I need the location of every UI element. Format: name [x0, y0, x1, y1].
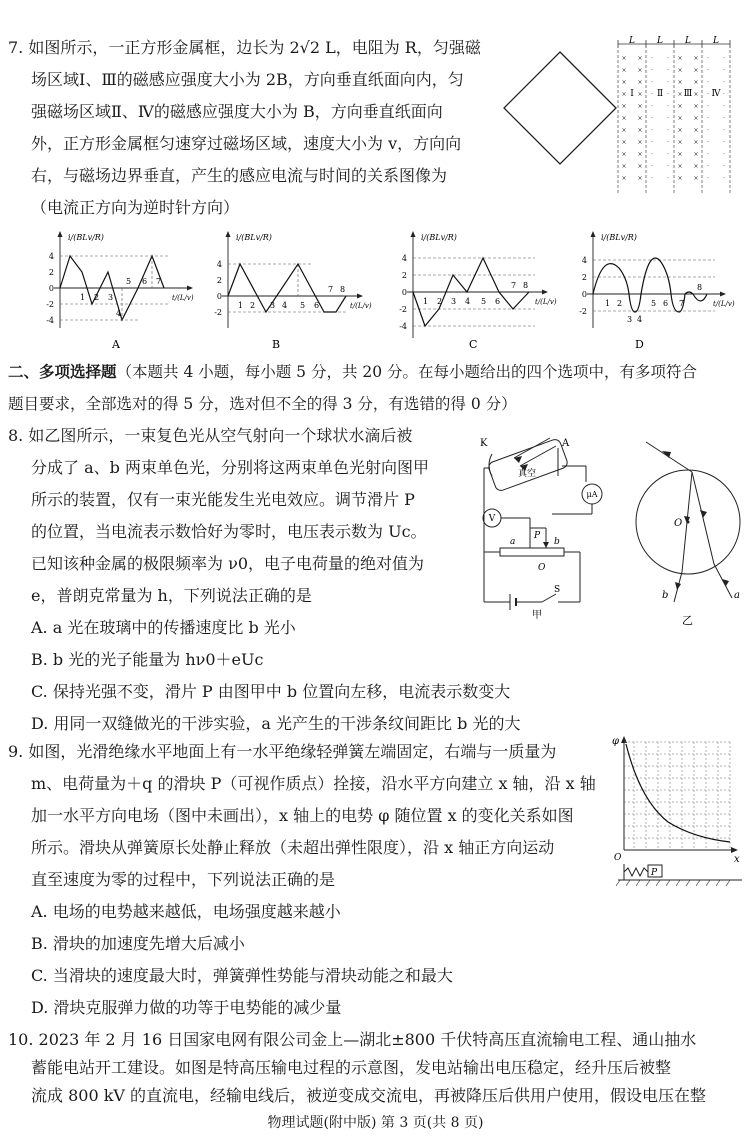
field-marker: × — [677, 67, 683, 74]
graph-y-tick: 0 — [216, 292, 222, 301]
field-marker: × — [677, 79, 683, 86]
field-marker: × — [621, 103, 627, 110]
graph-y-tick: 4 — [581, 256, 587, 265]
field-marker: · — [723, 67, 725, 74]
q9-option-c: C. 当滑块的速度最大时，弹簧弹性势能与滑块动能之和最大 — [31, 966, 453, 985]
q9-fig-x: x — [734, 854, 740, 865]
page-footer: 物理试题(附中版) 第 3 页(共 8 页) — [267, 1115, 484, 1131]
q9-line-2: m、电荷量为＋q 的滑块 P（可视作质点）拴接，沿水平方向建立 x 轴，沿 x 轴 — [31, 774, 596, 793]
graph-x-label: t/(L/v) — [350, 302, 372, 310]
q7-graph-c — [385, 228, 565, 353]
field-marker: × — [677, 127, 683, 134]
graph-x-tick: 4 — [465, 297, 471, 306]
field-marker: × — [621, 151, 627, 158]
q7-graph-b — [200, 228, 380, 353]
q7-field-region-label: Ⅳ — [711, 89, 721, 99]
q7-field-top-label: L — [657, 36, 663, 46]
field-marker: · — [723, 55, 725, 62]
field-marker: · — [651, 79, 653, 86]
q8-jia-ammeter: μA — [586, 490, 598, 499]
field-marker: · — [651, 127, 653, 134]
field-marker: · — [667, 103, 669, 110]
graph-x-tick: 7 — [511, 281, 517, 290]
q7-field-region-label: Ⅰ — [630, 89, 634, 99]
field-marker: × — [621, 67, 627, 74]
field-marker: × — [637, 115, 643, 122]
field-marker: · — [667, 175, 669, 182]
field-marker: × — [621, 175, 627, 182]
q8-option-c: C. 保持光强不变，滑片 P 由图甲中 b 位置向左移，电流表示数变大 — [31, 682, 511, 701]
field-marker: × — [637, 91, 643, 98]
field-marker: · — [707, 175, 709, 182]
field-marker: · — [723, 139, 725, 146]
q7-graph-d — [565, 228, 745, 353]
graph-y-tick: 2 — [216, 276, 222, 285]
graph-x-tick: 1 — [605, 299, 611, 308]
field-marker: · — [667, 67, 669, 74]
graph-x-tick: 3 — [451, 297, 457, 306]
q7-field-region-label: Ⅲ — [683, 89, 693, 99]
q8-yi-b: b — [662, 590, 669, 601]
section2-header — [8, 362, 697, 382]
field-marker: × — [621, 139, 627, 146]
q7-field-top-label: L — [713, 36, 719, 46]
q7-line-5: 右，与磁场边界垂直，产生的感应电流与时间的关系图像为 — [31, 166, 448, 185]
graph-x-tick: 5 — [481, 297, 487, 306]
field-marker: × — [637, 127, 643, 134]
q8-line-2: 分成了 a、b 两束单色光，分别将这两束单色光射向图甲 — [31, 458, 429, 477]
graph-y-label: i/(BLv/R) — [601, 233, 637, 242]
field-marker: × — [621, 163, 627, 170]
graph-option-letter: C — [469, 338, 478, 351]
q8-jia-b: b — [554, 537, 560, 547]
field-marker: × — [693, 139, 699, 146]
graph-x-tick: 8 — [697, 283, 703, 292]
q9-fig-O: O — [614, 853, 622, 863]
field-marker: × — [677, 115, 683, 122]
field-marker: · — [707, 151, 709, 158]
q9-line-4: 所示。滑块从弹簧原长处静止释放（未超出弹性限度），沿 x 轴正方向运动 — [31, 838, 555, 857]
q7-field-top-label: L — [685, 36, 691, 46]
graph-x-tick: 4 — [637, 315, 643, 324]
q10-line-2: 蓄能电站开工建设。如图是特高压输电过程的示意图，发电站输出电压稳定，经升压后被整 — [31, 1058, 672, 1077]
graph-x-tick: 1 — [238, 301, 244, 310]
graph-y-tick: -2 — [214, 308, 222, 317]
q8-jia-P: P — [534, 531, 541, 541]
field-marker: × — [677, 163, 683, 170]
q9-option-a: A. 电场的电势越来越低，电场强度越来越小 — [31, 902, 341, 921]
field-marker: · — [707, 79, 709, 86]
graph-y-tick: 0 — [401, 288, 407, 297]
graph-x-tick: 6 — [142, 277, 148, 286]
field-marker: × — [637, 67, 643, 74]
field-marker: · — [651, 175, 653, 182]
q10-line-1: 10. 2023 年 2 月 16 日国家电网有限公司金上—湖北±800 千伏特高压直流输电工程、通山抽水 — [8, 1030, 697, 1049]
q8-yi-caption: 乙 — [682, 614, 693, 626]
q8-yi-O: O — [674, 518, 683, 529]
graph-x-tick: 5 — [300, 301, 306, 310]
graph-option-letter: A — [112, 338, 120, 351]
q7-square-frame-figure — [500, 48, 620, 168]
field-marker: × — [677, 91, 683, 98]
q8-figure-yi-droplet — [630, 438, 746, 626]
field-marker: × — [693, 151, 699, 158]
field-marker: × — [693, 163, 699, 170]
field-marker: × — [693, 91, 699, 98]
field-marker: × — [637, 163, 643, 170]
q9-line-3: 加一水平方向电场（图中未画出），x 轴上的电势 φ 随位置 x 的变化关系如图 — [31, 806, 574, 825]
field-marker: × — [693, 175, 699, 182]
field-marker: · — [667, 151, 669, 158]
graph-y-tick: 0 — [581, 290, 587, 299]
q7-line-2: 场区域Ⅰ、Ⅲ的磁感应强度大小为 2B，方向垂直纸面向内，匀 — [31, 70, 464, 89]
q7-field-top-label: L — [629, 36, 635, 46]
field-marker: × — [677, 103, 683, 110]
graph-x-tick: 6 — [663, 299, 669, 308]
field-marker: · — [651, 115, 653, 122]
graph-x-tick: 6 — [495, 297, 501, 306]
graph-x-tick: 8 — [340, 285, 346, 294]
graph-x-label: t/(L/v) — [713, 300, 735, 308]
q7-line-4: 外，正方形金属框匀速穿过磁场区域，速度大小为 v，方向向 — [31, 134, 462, 153]
q8-jia-S: S — [554, 585, 561, 595]
section2-desc-1: （本题共 4 小题，每小题 5 分，共 20 分。在每小题给出的四个选项中，有多项符合 — [116, 363, 698, 381]
field-marker: · — [667, 115, 669, 122]
q8-line-3: 所示的装置，仅有一束光能发生光电效应。调节滑片 P — [31, 490, 415, 509]
q7-line-1: 7. 如图所示，一正方形金属框，边长为 2√2 L，电阻为 R，匀强磁 — [8, 38, 481, 57]
q8-line-4: 的位置，当电流表示数恰好为零时，电压表示数为 Uc。 — [31, 522, 427, 541]
graph-x-tick: 4 — [116, 309, 122, 318]
field-marker: × — [621, 91, 627, 98]
field-marker: × — [621, 79, 627, 86]
field-marker: · — [707, 103, 709, 110]
field-marker: · — [651, 91, 653, 98]
field-marker: · — [723, 91, 725, 98]
graph-x-tick: 2 — [437, 297, 443, 306]
graph-x-tick: 1 — [80, 293, 86, 302]
field-marker: · — [667, 139, 669, 146]
graph-y-label: i/(BLv/R) — [68, 233, 104, 242]
q10-line-3: 流成 800 kV 的直流电，经输电线后，被逆变成交流电，再被降压后供用户使用，假设电压在整 — [31, 1086, 707, 1105]
field-marker: · — [723, 163, 725, 170]
field-marker: · — [723, 115, 725, 122]
field-marker: × — [637, 79, 643, 86]
field-marker: · — [667, 163, 669, 170]
graph-y-tick: 4 — [401, 254, 407, 263]
field-marker: × — [677, 151, 683, 158]
field-marker: × — [693, 67, 699, 74]
field-marker: · — [651, 139, 653, 146]
graph-x-tick: 3 — [627, 315, 633, 324]
field-marker: · — [707, 127, 709, 134]
field-marker: · — [723, 175, 725, 182]
graph-y-label: i/(BLv/R) — [236, 233, 272, 242]
field-marker: · — [651, 103, 653, 110]
q8-jia-vacuum: 真空 — [518, 469, 537, 479]
q9-fig-P: P — [651, 868, 658, 878]
field-marker: · — [707, 91, 709, 98]
graph-x-tick: 2 — [94, 293, 100, 302]
graph-y-tick: 0 — [48, 284, 54, 293]
q8-line-6: e，普朗克常量为 h，下列说法正确的是 — [31, 586, 312, 605]
q7-line-6: （电流正方向为逆时针方向） — [31, 198, 240, 217]
field-marker: · — [667, 127, 669, 134]
graph-y-tick: 2 — [581, 273, 587, 282]
field-marker: × — [621, 55, 627, 62]
q8-jia-a: a — [510, 537, 516, 547]
field-marker: × — [693, 55, 699, 62]
field-marker: × — [637, 151, 643, 158]
q7-field-region-label: Ⅱ — [656, 89, 664, 99]
graph-y-tick: 2 — [401, 271, 407, 280]
graph-y-tick: -4 — [46, 316, 54, 325]
field-marker: × — [637, 103, 643, 110]
graph-y-tick: -2 — [579, 307, 587, 316]
graph-x-tick: 3 — [270, 301, 276, 310]
section2-desc-2: 题目要求，全部选对的得 5 分，选对但不全的得 3 分，有选错的得 0 分） — [8, 395, 517, 413]
q8-figure-jia-circuit — [462, 432, 620, 620]
field-marker: × — [677, 55, 683, 62]
q9-potential-figure — [610, 730, 746, 890]
graph-y-tick: 2 — [48, 268, 54, 277]
field-marker: · — [723, 127, 725, 134]
q8-jia-O: O — [538, 563, 546, 573]
field-marker: · — [651, 163, 653, 170]
field-marker: · — [723, 103, 725, 110]
graph-x-tick: 4 — [282, 301, 288, 310]
graph-y-tick: 4 — [216, 260, 222, 269]
graph-x-tick: 2 — [617, 299, 623, 308]
graph-x-tick: 1 — [423, 297, 429, 306]
field-marker: · — [707, 163, 709, 170]
graph-x-tick: 6 — [314, 301, 320, 310]
q9-option-d: D. 滑块克服弹力做的功等于电势能的减少量 — [31, 998, 342, 1017]
field-marker: × — [637, 175, 643, 182]
graph-x-tick: 7 — [679, 299, 685, 308]
q9-line-1: 9. 如图，光滑绝缘水平地面上有一水平绝缘轻弹簧左端固定，右端与一质量为 — [8, 742, 557, 761]
field-marker: · — [667, 55, 669, 62]
field-marker: × — [677, 139, 683, 146]
q8-jia-voltmeter: V — [488, 514, 496, 524]
q8-line-1: 8. 如乙图所示，一束复色光从空气射向一个球状水滴后被 — [8, 426, 413, 445]
field-marker: × — [637, 139, 643, 146]
q8-line-5: 已知该种金属的极限频率为 ν0，电子电荷量的绝对值为 — [31, 554, 424, 573]
graph-x-tick: 3 — [108, 293, 114, 302]
field-marker: × — [693, 127, 699, 134]
graph-y-tick: -4 — [399, 322, 407, 331]
q8-option-d: D. 用同一双缝做光的干涉实验，a 光产生的干涉条纹间距比 b 光的大 — [31, 714, 521, 733]
field-marker: × — [693, 103, 699, 110]
q9-fig-phi: φ — [612, 736, 620, 747]
field-marker: · — [651, 67, 653, 74]
field-marker: · — [723, 151, 725, 158]
q9-option-b: B. 滑块的加速度先增大后减小 — [31, 934, 245, 953]
graph-x-label: t/(L/v) — [172, 294, 194, 302]
q8-yi-a: a — [734, 590, 740, 601]
q9-line-5: 直至速度为零的过程中，下列说法正确的是 — [31, 870, 336, 889]
q8-option-a: A. a 光在玻璃中的传播速度比 b 光小 — [31, 618, 296, 637]
graph-y-label: i/(BLv/R) — [421, 233, 457, 242]
q8-jia-A: A — [562, 438, 570, 449]
q7-line-3: 强磁场区域Ⅱ、Ⅳ的磁感应强度大小为 B，方向垂直纸面向 — [31, 102, 443, 121]
q7-magnetic-field-figure — [616, 36, 746, 196]
q8-option-b: B. b 光的光子能量为 hν0＋eUc — [31, 650, 264, 669]
graph-x-tick: 7 — [156, 277, 162, 286]
graph-x-tick: 5 — [126, 277, 132, 286]
field-marker: × — [637, 55, 643, 62]
field-marker: × — [621, 115, 627, 122]
graph-option-letter: B — [272, 338, 281, 351]
field-marker: · — [723, 79, 725, 86]
graph-y-tick: 4 — [48, 252, 54, 261]
field-marker: × — [693, 115, 699, 122]
field-marker: · — [707, 139, 709, 146]
field-marker: · — [707, 115, 709, 122]
field-marker: · — [707, 67, 709, 74]
field-marker: × — [677, 175, 683, 182]
section2-title: 二、多项选择题 — [8, 363, 117, 381]
field-marker: × — [693, 79, 699, 86]
field-marker: · — [707, 55, 709, 62]
q7-graph-a — [20, 228, 200, 353]
graph-x-tick: 8 — [523, 281, 529, 290]
field-marker: · — [667, 91, 669, 98]
q8-jia-caption: 甲 — [532, 610, 542, 620]
field-marker: · — [651, 151, 653, 158]
graph-x-label: t/(L/v) — [535, 298, 557, 306]
q8-jia-K: K — [480, 438, 488, 449]
graph-x-tick: 2 — [250, 301, 256, 310]
graph-y-tick: -2 — [46, 300, 54, 309]
field-marker: × — [621, 127, 627, 134]
field-marker: · — [667, 79, 669, 86]
graph-y-tick: -2 — [399, 305, 407, 314]
graph-option-letter: D — [635, 338, 644, 351]
graph-x-tick: 7 — [328, 285, 334, 294]
graph-x-tick: 5 — [651, 299, 657, 308]
field-marker: · — [651, 55, 653, 62]
